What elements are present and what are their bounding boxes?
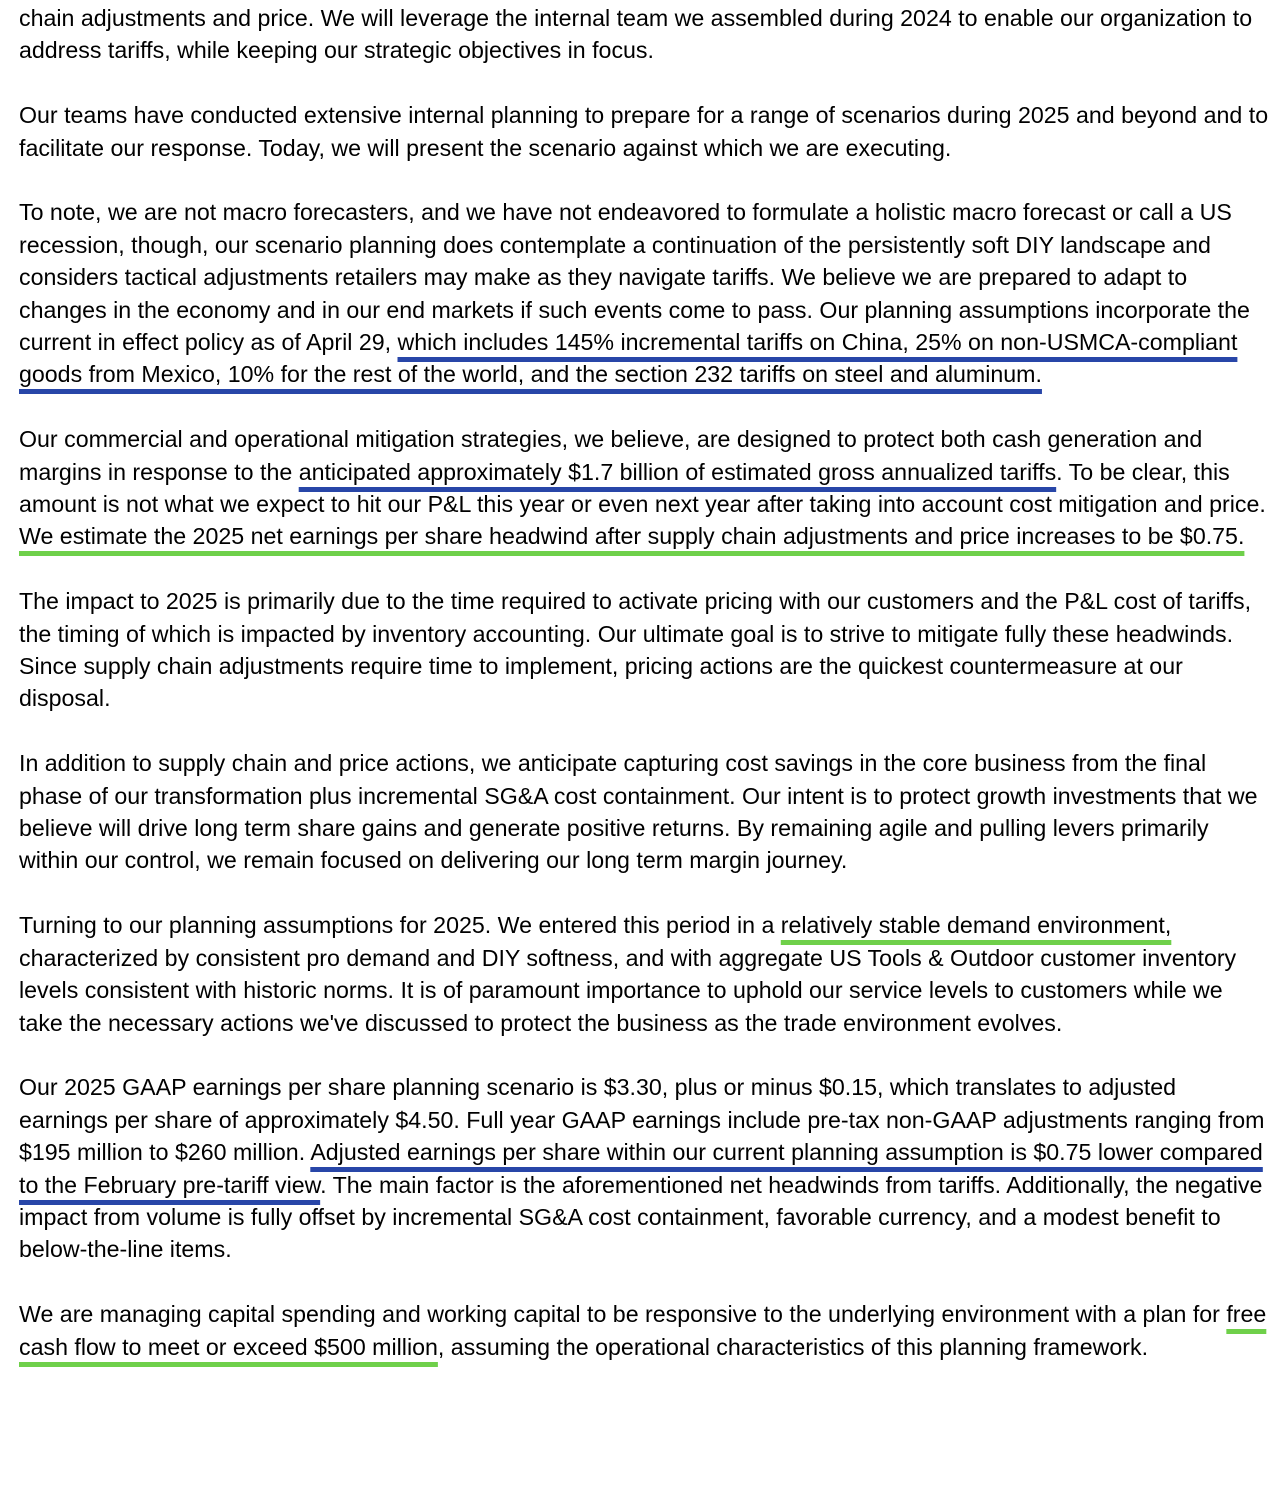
paragraph	[19, 196, 1269, 390]
text-segment: chain adjustments and price. We will leverage the internal team we assembled during 2024 to enable our organization to address tariffs, while keeping our strategic objectives in focus.	[19, 5, 1253, 64]
text-segment: In addition to supply chain and price actions, we anticipate capturing cost savings in the core business from the final phase of our transformation plus incremental SG&A cost containment. Our intent is to protect growth investments that we believe will drive long term share gains and generate positive returns. By remaining agile and pulling levers primarily within our control, we remain focused on delivering our long term margin journey.	[19, 750, 1258, 874]
text-segment: Our 2025 GAAP earnings per share planning scenario is $3.30, plus or minus $0.15, which translates to adjusted earnings per share of approximately $4.50. Full year GAAP earnings include pre-tax non-GAAP adjustments ranging from $195 million to $260 million.	[19, 1074, 1265, 1166]
paragraph	[19, 1071, 1269, 1265]
text-segment: Our commercial and operational mitigation strategies, we believe, are designed to protect both cash generation and margins in response to the	[19, 426, 1203, 485]
paragraph	[19, 1298, 1269, 1363]
text-segment: . The main factor is the aforementioned net headwinds from tariffs. Additionally, the negative impact from volume is fully offset by incremental SG&A cost containment, favorable currency, and a modest benefit to below-the-line items.	[19, 1171, 1263, 1263]
text-segment: Turning to our planning assumptions for 2025. We entered this period in a	[19, 912, 781, 939]
blue-highlighted-text: Adjusted earnings per share within our current planning assumption is $0.75 lower compared to the February pre-tariff view	[19, 1139, 1263, 1198]
paragraph	[19, 423, 1269, 553]
green-highlighted-text: We estimate the 2025 net earnings per share headwind after supply chain adjustments and price increases to be $0.75.	[19, 523, 1245, 550]
text-segment: . To be clear, this amount is not what we expect to hit our P&L this year or even next year after taking into account cost mitigation and price.	[19, 458, 1266, 518]
paragraph	[19, 909, 1269, 1039]
document-body	[19, 2, 1269, 1363]
text-segment: characterized by consistent pro demand and DIY softness, and with aggregate US Tools & Outdoor customer inventory levels consistent with historic norms. It is of paramount importance to uphold our service levels to customers while we take the necessary actions we've discussed to protect the business as the trade environment evolves.	[19, 944, 1237, 1036]
paragraph	[19, 585, 1269, 715]
text-segment: We are managing capital spending and working capital to be responsive to the underlying environment with a plan for	[19, 1301, 1227, 1328]
text-segment: The impact to 2025 is primarily due to the time required to activate pricing with our customers and the P&L cost of tariffs, the timing of which is impacted by inventory accounting. Our ultimate goal is to strive to mitigate fully these headwinds. Since supply chain adjustments require time to implement, pricing actions are the quickest countermeasure at our disposal.	[19, 588, 1252, 712]
blue-highlighted-text: anticipated approximately $1.7 billion of estimated gross annualized tariffs	[298, 458, 1057, 485]
paragraph	[19, 99, 1269, 164]
paragraph	[19, 2, 1269, 67]
text-segment: , assuming the operational characteristics of this planning framework.	[437, 1333, 1149, 1360]
blue-highlighted-text: which includes 145% incremental tariffs on China, 25% on non-USMCA-compliant goods from Mexico, 10% for the rest of the world, and the section 232 tariffs on steel and aluminum.	[19, 329, 1238, 388]
paragraph	[19, 747, 1269, 877]
green-highlighted-text: relatively stable demand environment,	[780, 912, 1172, 939]
text-segment: To note, we are not macro forecasters, and we have not endeavored to formulate a holistic macro forecast or call a US recession, though, our scenario planning does contemplate a continuation of the persistently soft DIY landscape and considers tactical adjustments retailers may make as they navigate tariffs. We believe we are prepared to adapt to changes in the economy and in our end markets if such events come to pass. Our planning assumptions incorporate the current in effect policy as of April 29,	[19, 199, 1250, 356]
green-highlighted-text: free cash flow to meet or exceed $500 million	[19, 1301, 1267, 1360]
text-segment: Our teams have conducted extensive internal planning to prepare for a range of scenarios during 2025 and beyond and to facilitate our response. Today, we will present the scenario against which we are executing.	[19, 102, 1269, 161]
